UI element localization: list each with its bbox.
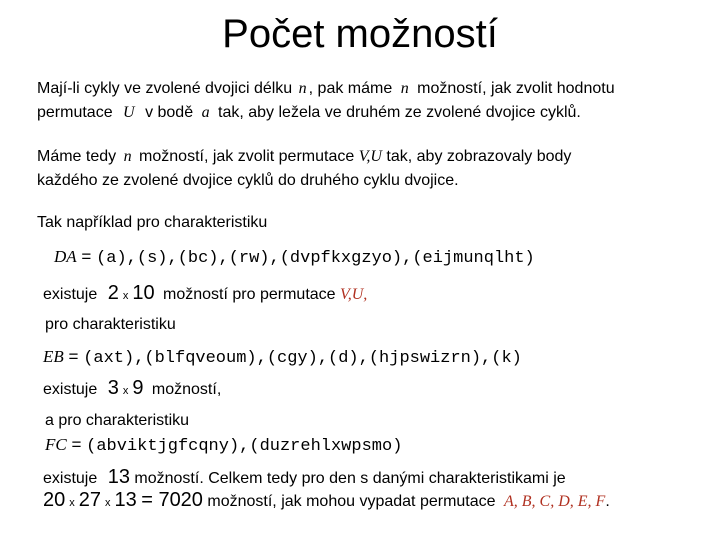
period: .: [605, 493, 610, 510]
char-name: DA: [54, 247, 77, 266]
text: možností, jak zvolit permutace: [139, 148, 355, 165]
number: 13: [114, 489, 137, 511]
existuje-line-2: [43, 377, 221, 400]
paragraph-1-line-2: [37, 104, 581, 122]
text: existuje: [43, 381, 98, 398]
number: 13: [107, 466, 130, 488]
math-U: U: [123, 104, 135, 121]
math-VU: V,U,: [340, 286, 368, 303]
existuje-line-3: [43, 466, 566, 489]
number: 3: [107, 377, 119, 399]
equals: =: [68, 347, 79, 366]
characteristic-eb: [43, 347, 522, 368]
equals: =: [71, 435, 82, 454]
math-permutations: A, B, C, D, E, F: [504, 493, 606, 510]
paragraph-1-line-1: [37, 80, 615, 98]
existuje-line-1: [43, 282, 367, 305]
text: v bodě: [145, 104, 194, 121]
total-line: [43, 489, 610, 512]
number: 9: [132, 377, 144, 399]
pro-charakteristiku: pro charakteristiku: [45, 316, 176, 333]
char-cycles: (abviktjgfcqny),(duzrehlxwpsmo): [86, 437, 403, 456]
text: , pak máme: [308, 80, 393, 97]
char-cycles: (a),(s),(bc),(rw),(dvpfkxgzyo),(eijmunqlht): [96, 249, 535, 268]
math-VU: V,U: [358, 148, 382, 165]
times-sign: x: [122, 290, 129, 302]
characteristic-fc: [45, 435, 402, 456]
math-n: n: [123, 148, 132, 165]
text: permutace: [37, 104, 113, 121]
math-n: n: [298, 80, 307, 97]
example-intro: Tak například pro charakteristiku: [37, 214, 268, 231]
text: možností, jak mohou vypadat permutace: [207, 493, 496, 510]
text: možností pro permutace: [163, 286, 336, 303]
a-pro-charakteristiku: a pro charakteristiku: [45, 412, 190, 429]
text: tak, aby ležela ve druhém ze zvolené dvojice cyklů.: [218, 104, 581, 121]
text: možností, jak zvolit hodnotu: [417, 80, 615, 97]
times-sign: x: [105, 497, 111, 509]
char-cycles: (axt),(blfqveoum),(cgy),(d),(hjpswizrn),(k): [83, 349, 522, 368]
times-sign: x: [69, 497, 75, 509]
text: možností,: [151, 381, 222, 398]
characteristic-da: [54, 247, 535, 268]
paragraph-2-line-1: [37, 148, 571, 166]
math-n: n: [400, 80, 409, 97]
paragraph-2-line-2: každého ze zvolené dvojice cyklů do druhého cyklu dvojice.: [37, 172, 459, 189]
number: 10: [132, 282, 155, 304]
text: existuje: [43, 286, 98, 303]
number: 20: [43, 489, 66, 511]
text: možností. Celkem tedy pro den s danými charakteristikami je: [134, 470, 566, 487]
text: tak, aby zobrazovaly body: [386, 148, 572, 165]
text: existuje: [43, 470, 98, 487]
total-result: = 7020: [141, 489, 203, 511]
number: 27: [78, 489, 101, 511]
text: Máme tedy: [37, 148, 117, 165]
char-name: FC: [45, 435, 67, 454]
page-title: Počet možností: [222, 12, 498, 56]
number: 2: [107, 282, 119, 304]
equals: =: [81, 247, 92, 266]
text: Mají-li cykly ve zvolené dvojici délku: [37, 80, 293, 97]
times-sign: x: [122, 385, 129, 397]
math-a: a: [201, 104, 210, 121]
char-name: EB: [43, 347, 64, 366]
